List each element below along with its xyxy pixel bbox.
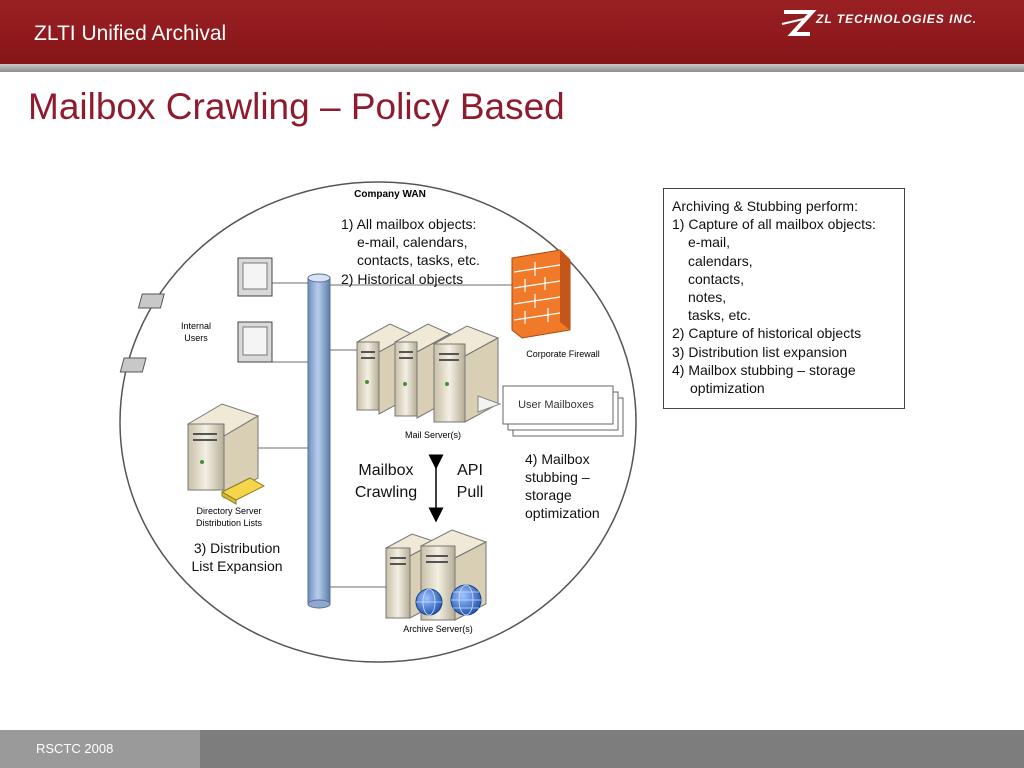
stubbing-line-1: 4) Mailbox (525, 451, 590, 467)
distribution-line-1: 3) Distribution (193, 540, 281, 556)
wan-label: Company WAN (354, 189, 426, 200)
logo-text: ZL TECHNOLOGIES INC. (816, 12, 978, 26)
internal-users-label-1: Internal (180, 321, 212, 331)
info-line: Archiving & Stubbing perform: (672, 198, 858, 214)
info-line: optimization (690, 380, 765, 397)
info-line: 1) Capture of all mailbox objects: (672, 216, 876, 233)
directory-server-label-2: Distribution Lists (195, 518, 263, 528)
globe-icon (416, 589, 442, 615)
directory-server-icon (188, 404, 264, 504)
stubbing-line-2: stubbing – (525, 469, 590, 485)
header-title: ZLTI Unified Archival (34, 22, 227, 45)
distribution-line-2: List Expansion (191, 558, 283, 574)
mail-servers-label: Mail Server(s) (404, 430, 462, 440)
objects-line-4: 2) Historical objects (341, 271, 464, 287)
info-line: e-mail, (688, 234, 731, 251)
user-mailboxes-label: User Mailboxes (518, 399, 594, 411)
slide-title: Mailbox Crawling – Policy Based (28, 86, 565, 127)
mailbox-crawling-line-1: Mailbox (358, 462, 414, 479)
info-line: contacts, (688, 270, 745, 287)
archive-servers-label: Archive Server(s) (403, 624, 473, 634)
objects-line-3: contacts, tasks, etc. (357, 252, 480, 268)
internal-users-label-2: Users (184, 333, 208, 343)
firewall-label: Corporate Firewall (526, 349, 600, 359)
directory-server-label-1: Directory Server (196, 506, 262, 516)
firewall-icon (512, 250, 570, 338)
globe-icon (451, 585, 481, 615)
info-line: tasks, etc. (688, 307, 752, 324)
info-line: 3) Distribution list expansion (672, 343, 848, 360)
info-line: 4) Mailbox stubbing – storage (672, 361, 856, 378)
info-line: calendars, (688, 252, 753, 269)
footer-text: RSCTC 2008 (36, 741, 114, 756)
info-box (663, 188, 905, 409)
info-line: notes, (688, 289, 727, 306)
info-line: 2) Capture of historical objects (672, 325, 862, 342)
objects-line-2: e-mail, calendars, (357, 234, 468, 250)
api-pull-line-1: API (457, 462, 483, 479)
api-pull-line-2: Pull (456, 484, 484, 501)
objects-text (341, 216, 480, 287)
stubbing-line-3: storage (525, 487, 572, 503)
stubbing-line-4: optimization (525, 505, 600, 521)
wan-pipe (308, 274, 330, 608)
objects-line-1: 1) All mailbox objects: (341, 216, 477, 232)
mailbox-crawling-line-2: Crawling (354, 484, 418, 501)
